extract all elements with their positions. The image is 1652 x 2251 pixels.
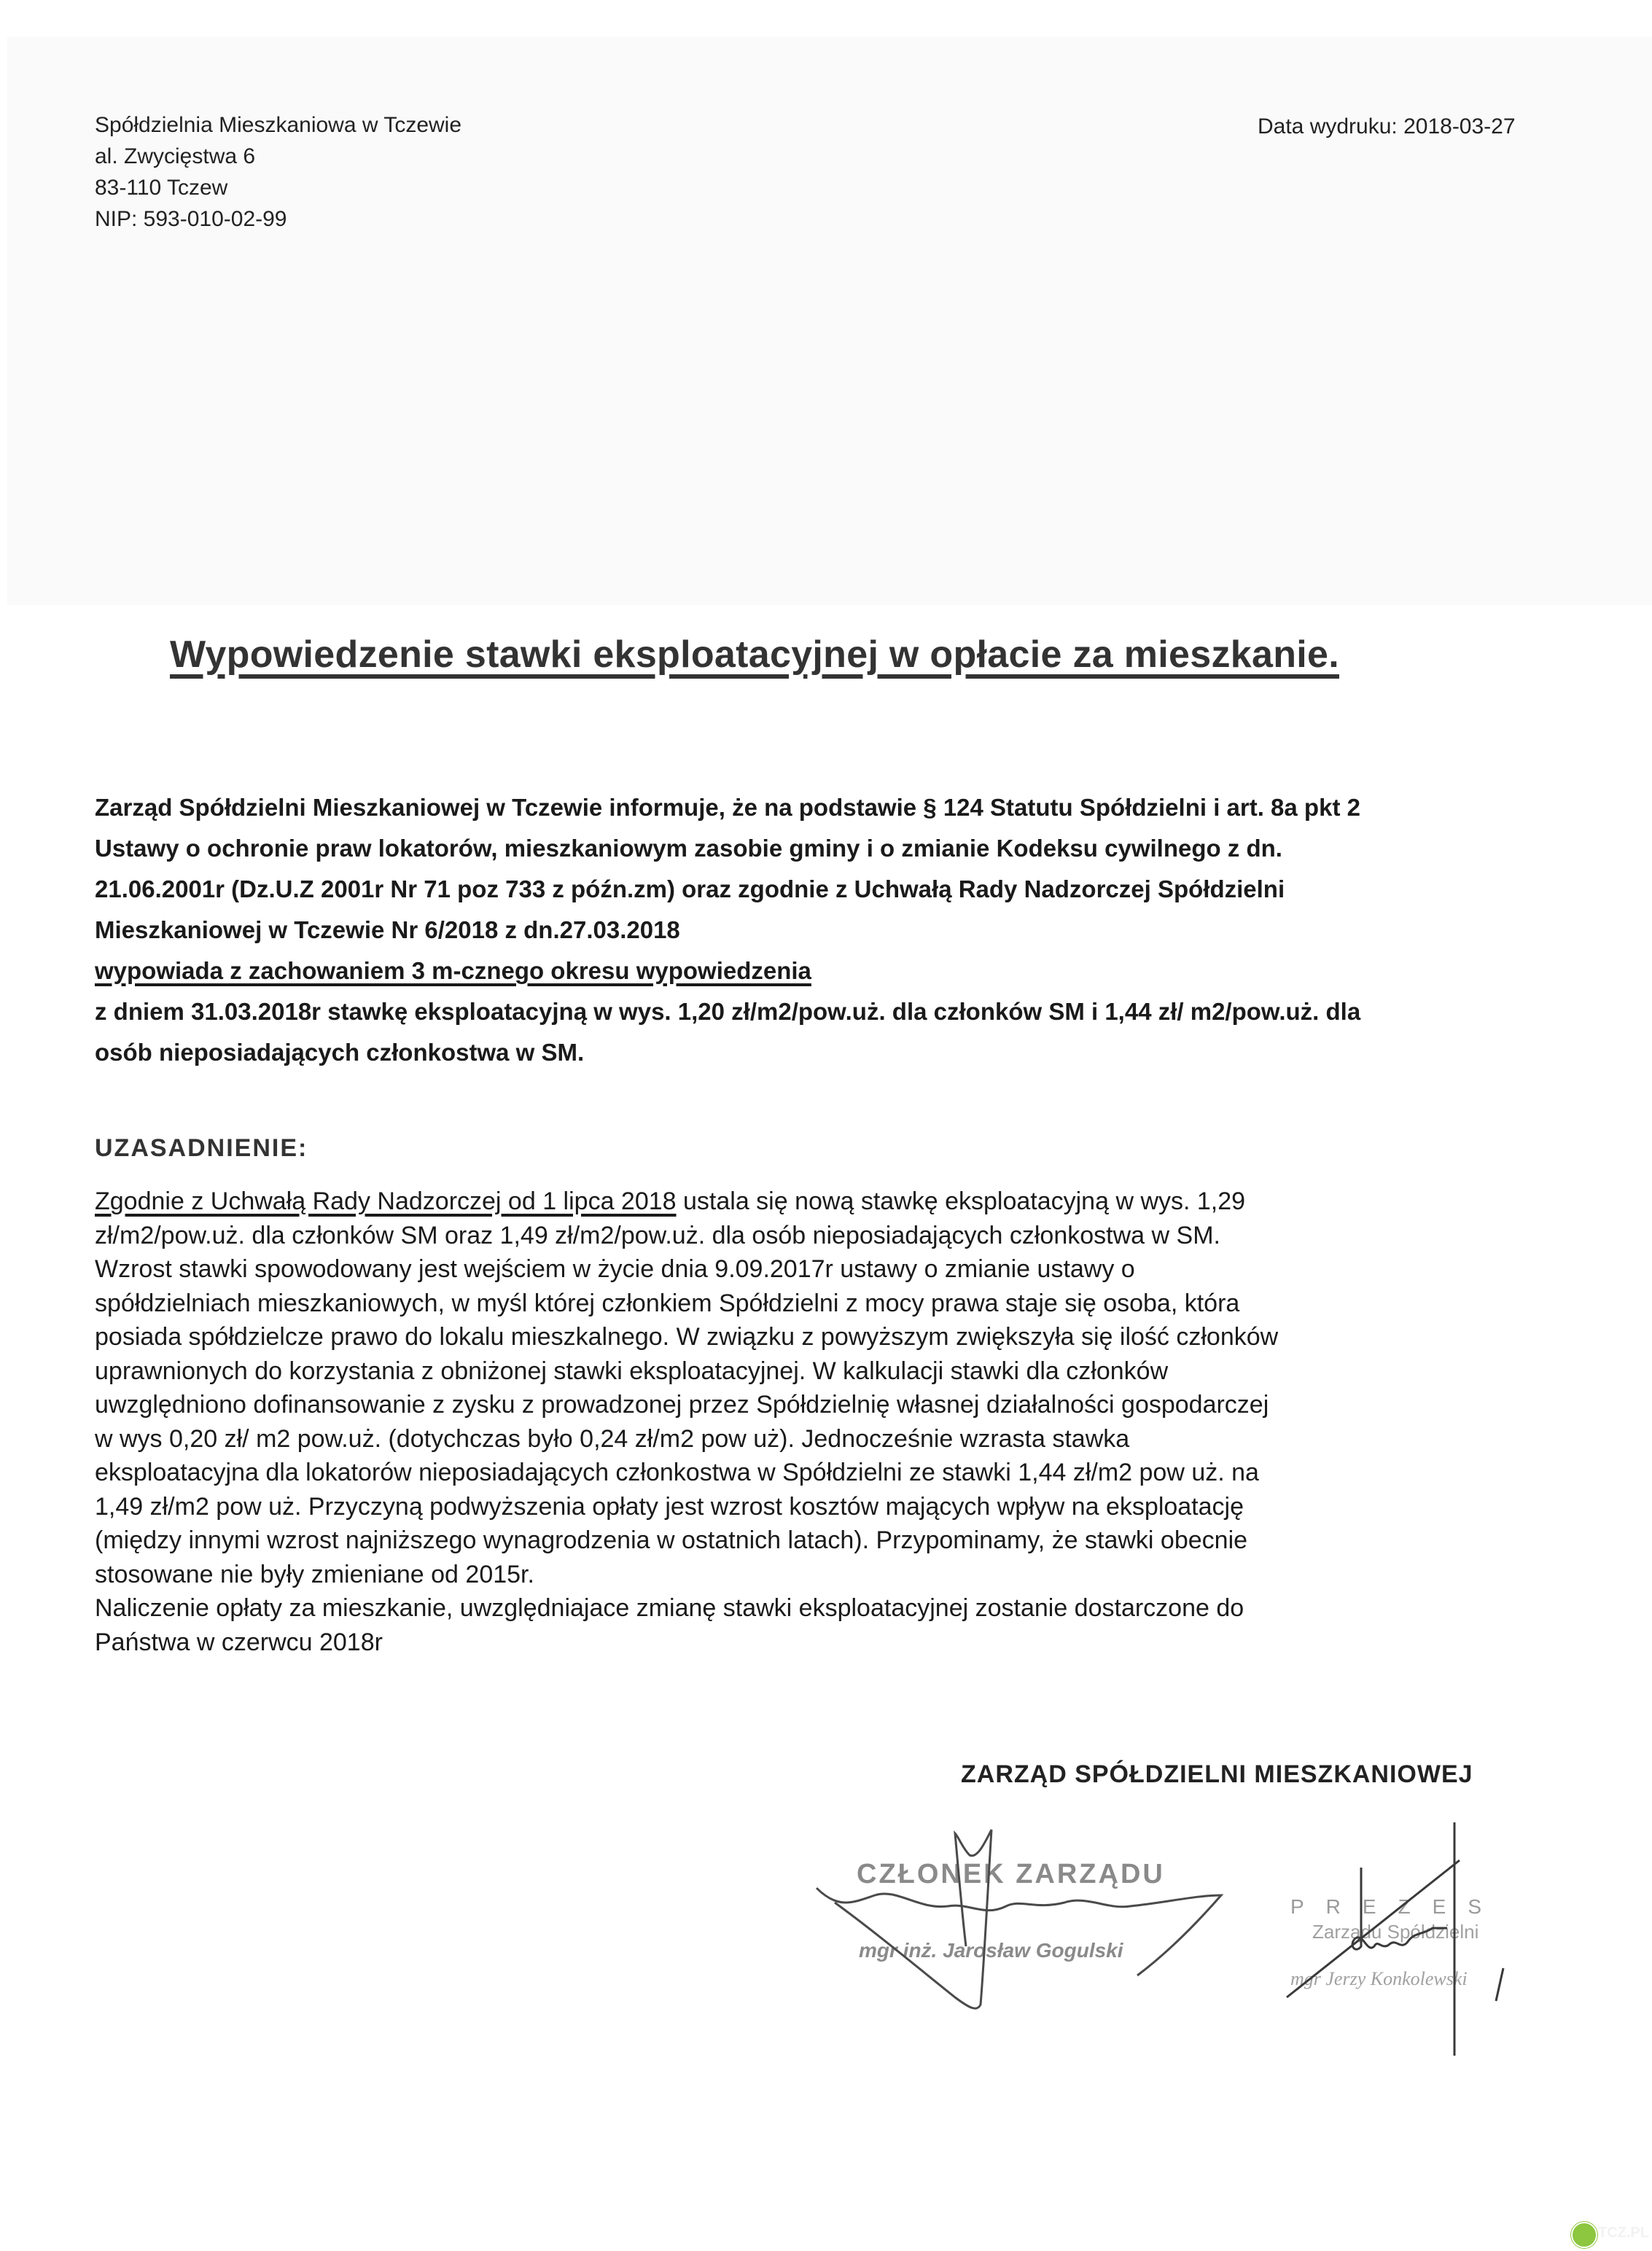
justification-line: eksploatacyjna dla lokatorów nieposiadających członkostwa w Spółdzielni ze stawki 1,44 zł/m2 pow uż. na: [95, 1459, 1259, 1486]
resolution-reference: Zgodnie z Uchwałą Rady Nadzorczej od 1 lipca 2018: [95, 1187, 677, 1215]
notice-underlined: wypowiada z zachowaniem 3 m-cznego okresu wypowiedzenia: [95, 957, 811, 984]
justification-first-line: [95, 1185, 1582, 1219]
justification-line: Wzrost stawki spowodowany jest wejściem w życie dnia 9.09.2017r ustawy o zmianie ustawy o: [95, 1255, 1135, 1283]
sender-name: Spółdzielnia Mieszkaniowa w Tczewie: [95, 113, 462, 137]
stamp-name: mgr inż. Jarosław Gogulski: [859, 1939, 1123, 1962]
stamp-subtitle: Zarządu Spółdzielni: [1312, 1921, 1479, 1943]
document-title: Wypowiedzenie stawki eksploatacyjnej w opłacie za mieszkanie.: [170, 633, 1339, 676]
rate-line: osób nieposiadających członkostwa w SM.: [95, 1039, 585, 1066]
stamp-name: mgr Jerzy Konkolewski: [1290, 1968, 1468, 1989]
intro-line: Ustawy o ochronie praw lokatorów, mieszkaniowym zasobie gminy i o zmianie Kodeksu cywilnego z dn.: [95, 835, 1282, 862]
notice-statement: [95, 951, 1567, 991]
signature-board-member: [787, 1815, 1254, 2019]
justification-line: Państwa w czerwcu 2018r: [95, 1628, 383, 1656]
justification-line: uprawnionych do korzystania z obniżonej stawki eksploatacyjnej. W kalkulacji stawki dla członków: [95, 1357, 1169, 1385]
rate-line: z dniem 31.03.2018r stawkę eksploatacyjną w wys. 1,20 zł/m2/pow.uż. dla członków SM i 1,44 zł/ m2/pow.uż. dla: [95, 998, 1361, 1025]
justification-line: posiada spółdzielcze prawo do lokalu mieszkalnego. W związku z powyższym zwiększyła się ilość członków: [95, 1323, 1279, 1351]
signature-president: [1269, 1808, 1560, 2070]
justification-line: (między innymi wzrost najniższego wynagrodzenia w ostatnich latach). Przypominamy, że stawki obecnie: [95, 1526, 1248, 1554]
sender-street: al. Zwycięstwa 6: [95, 144, 256, 168]
justification-line: 1,49 zł/m2 pow uż. Przyczyną podwyższenia opłaty jest wzrost kosztów mających wpływ na eksploatację: [95, 1492, 1244, 1521]
print-date: Data wydruku: 2018-03-27: [1258, 114, 1516, 139]
stamp-title: CZŁONEK ZARZĄDU: [857, 1859, 1165, 1889]
sender-address-block: [95, 109, 461, 235]
intro-line: Zarząd Spółdzielni Mieszkaniowej w Tczewie informuje, że na podstawie § 124 Statutu Spółdzielni i art. 8a pkt 2: [95, 794, 1360, 821]
griffin-logo-icon: [1571, 2222, 1597, 2248]
justification-line: stosowane nie były zmieniane od 2015r.: [95, 1560, 534, 1588]
watermark-text: TCZ.PL: [1598, 2225, 1649, 2241]
justification-line: w wys 0,20 zł/ m2 pow.uż. (dotychczas było 0,24 zł/m2 pow uż). Jednocześnie wzrasta stawka: [95, 1424, 1130, 1453]
stamp-title: PREZES: [1290, 1895, 1504, 1918]
sender-city: 83-110 Tczew: [95, 176, 228, 200]
intro-line: 21.06.2001r (Dz.U.Z 2001r Nr 71 poz 733 z późn.zm) oraz zgodnie z Uchwałą Rady Nadzorczej Spółdzielni: [95, 875, 1285, 902]
justification-line: uwzględniono dofinansowanie z zysku z prowadzonej przez Spółdzielnię własnej działalności gospodarczej: [95, 1391, 1269, 1419]
sender-nip: NIP: 593-010-02-99: [95, 207, 287, 231]
justification-line: zł/m2/pow.uż. dla członków SM oraz 1,49 zł/m2/pow.uż. dla osób nieposiadających członkostwa w SM.: [95, 1221, 1220, 1249]
justification-line: spółdzielniach mieszkaniowych, w myśl której członkiem Spółdzielni z mocy prawa staje się osoba, która: [95, 1289, 1240, 1317]
justification-line: Naliczenie opłaty za mieszkanie, uwzględniajace zmianę stawki eksploatacyjnej zostanie dostarczone do: [95, 1594, 1244, 1622]
justification-section: [95, 1185, 1582, 1659]
intro-section: [95, 787, 1567, 1073]
justification-heading: UZASADNIENIE:: [95, 1134, 308, 1162]
first-line-rest: ustala się nową stawkę eksploatacyjną w wys. 1,29: [676, 1187, 1246, 1215]
handwritten-signature-icon: [787, 1815, 1254, 2019]
board-signature-label: ZARZĄD SPÓŁDZIELNI MIESZKANIOWEJ: [961, 1760, 1473, 1788]
handwritten-signature-icon: [1269, 1808, 1560, 2070]
intro-line: Mieszkaniowej w Tczewie Nr 6/2018 z dn.27.03.2018: [95, 916, 680, 943]
